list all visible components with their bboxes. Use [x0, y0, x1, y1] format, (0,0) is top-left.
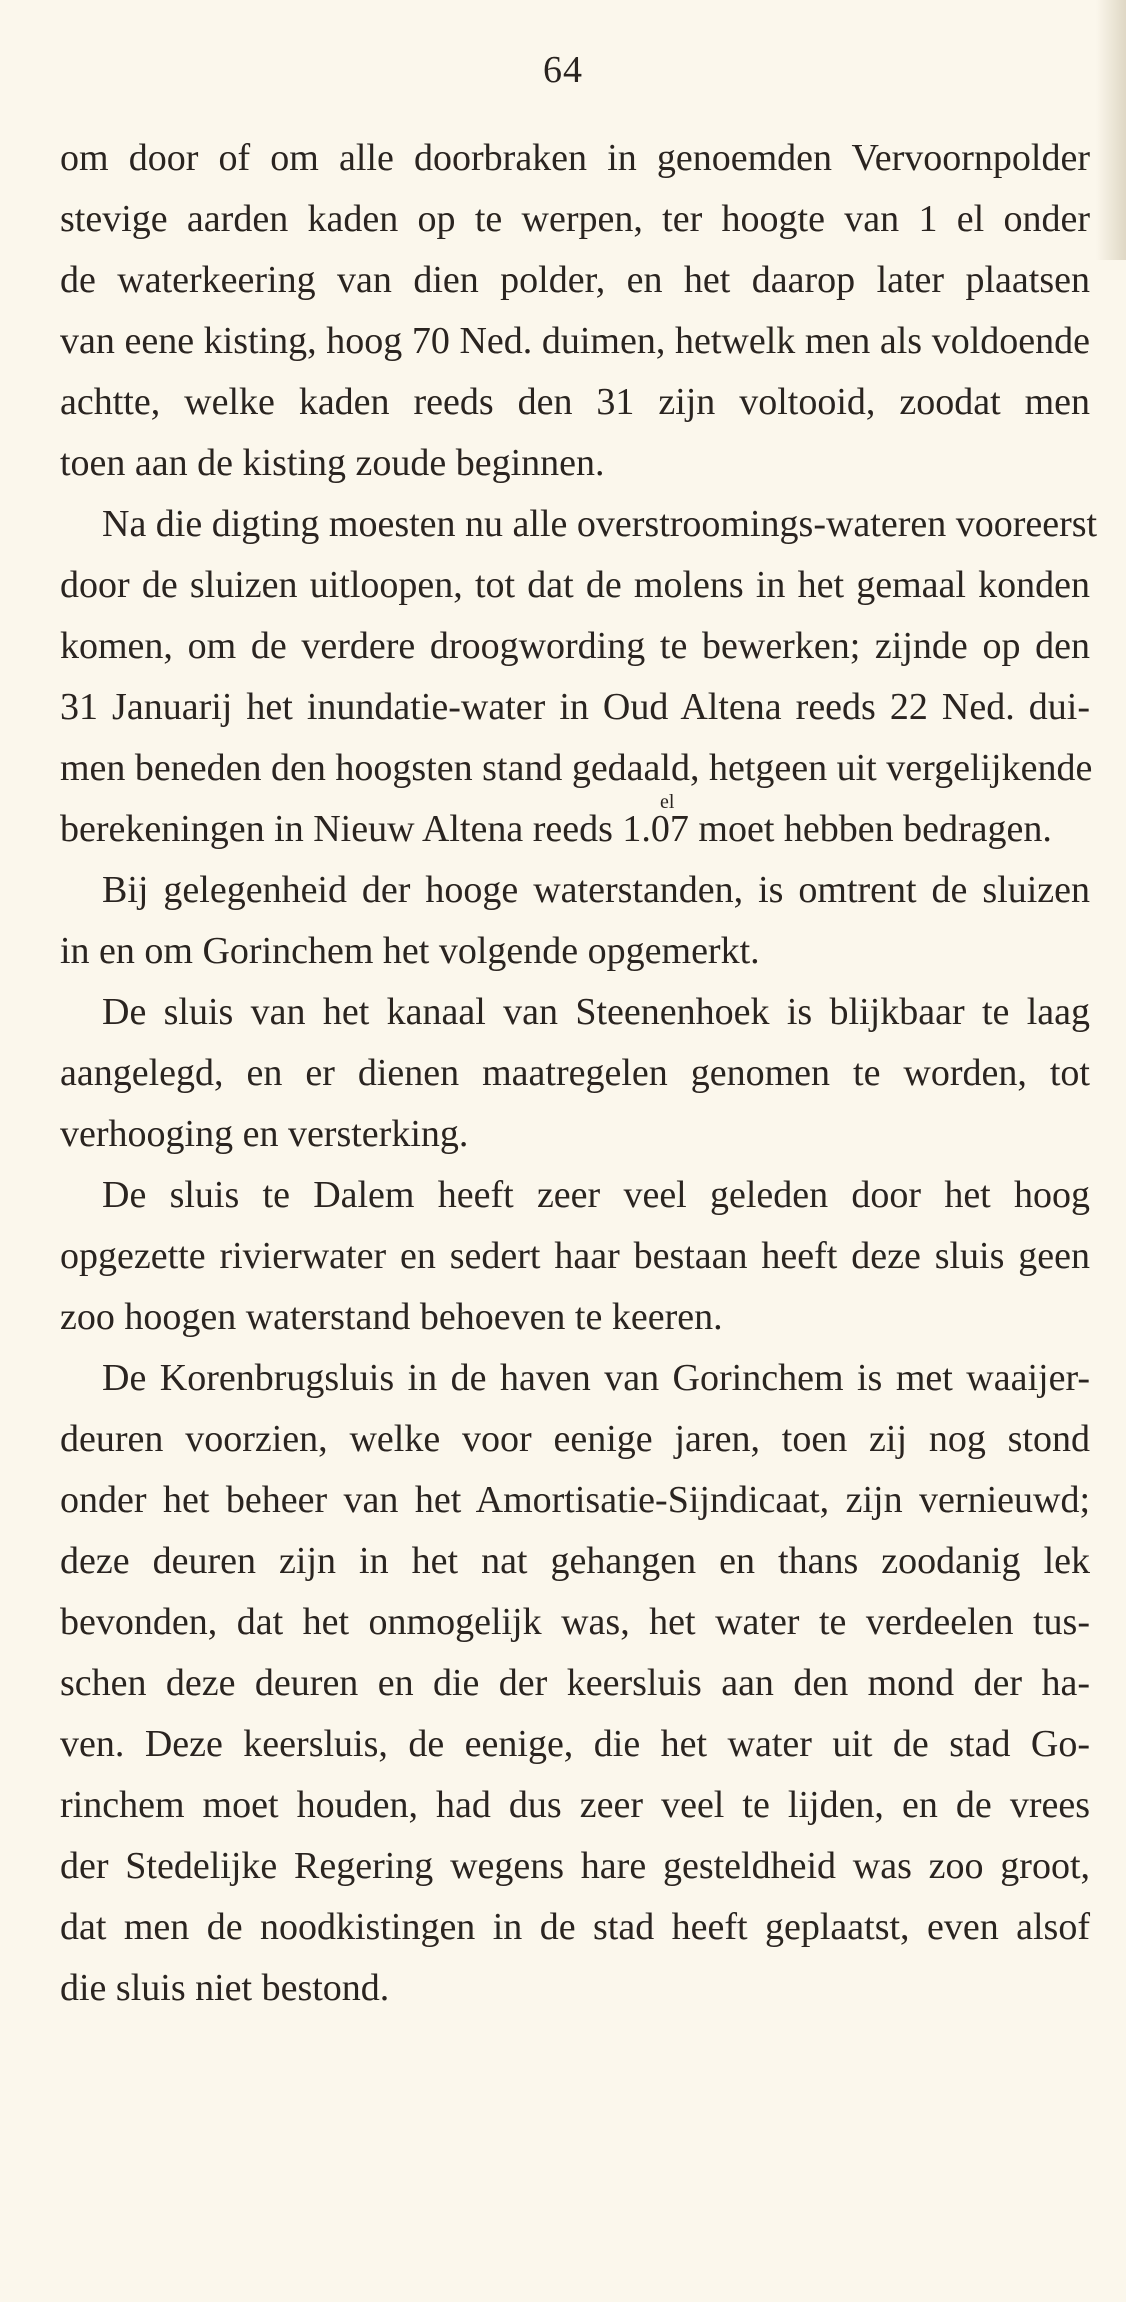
text-line: rinchem moet houden, had dus zeer veel te lijden, en de vrees: [60, 1784, 1090, 1826]
text-line: zoo hoogen waterstand behoeven te keeren.: [60, 1296, 723, 1338]
text-line: deze deuren zijn in het nat gehangen en thans zoodanig lek: [60, 1540, 1090, 1582]
text-line: De Korenbrugsluis in de haven van Gorinchem is met waaijer-: [102, 1357, 1090, 1399]
text-line: 31 Januarij het inundatie-water in Oud Altena reeds 22 Ned. dui-: [60, 686, 1090, 728]
text-line: opgezette rivierwater en sedert haar bestaan heeft deze sluis geen: [60, 1235, 1090, 1277]
text-line: die sluis niet bestond.: [60, 1967, 390, 2009]
body-text: [60, 128, 1098, 2019]
text-line: Bij gelegenheid der hooge waterstanden, is omtrent de sluizen: [102, 869, 1090, 911]
text-line: om door of om alle doorbraken in genoemden Vervoornpolder: [60, 137, 1090, 179]
text-line: in en om Gorinchem het volgende opgemerkt.: [60, 930, 760, 972]
text-line: berekeningen in Nieuw Altena reeds 1.07 moet hebben bedragen.: [60, 808, 1052, 850]
text-line: komen, om de verdere droogwording te bewerken; zijnde op den: [60, 625, 1090, 667]
text-line: deuren voorzien, welke voor eenige jaren, toen zij nog stond: [60, 1418, 1090, 1460]
text-line: verhooging en versterking.: [60, 1113, 469, 1155]
text-line: dat men de noodkistingen in de stad heeft geplaatst, even alsof: [60, 1906, 1090, 1948]
text-line: De sluis van het kanaal van Steenenhoek is blijkbaar te laag: [102, 991, 1090, 1033]
text-line: schen deze deuren en die der keersluis aan den mond der ha-: [60, 1662, 1090, 1704]
page-edge-shadow: [1096, 0, 1126, 260]
text-line: aangelegd, en er dienen maatregelen genomen te worden, tot: [60, 1052, 1090, 1094]
text-line: der Stedelijke Regering wegens hare gesteldheid was zoo groot,: [60, 1845, 1090, 1887]
text-line: de waterkeering van dien polder, en het daarop later plaatsen: [60, 259, 1090, 301]
text-line: stevige aarden kaden op te werpen, ter hoogte van 1 el onder: [60, 198, 1090, 240]
text-line: De sluis te Dalem heeft zeer veel geleden door het hoog: [102, 1174, 1090, 1216]
text-line: bevonden, dat het onmogelijk was, het water te verdeelen tus-: [60, 1601, 1090, 1643]
text-line: achtte, welke kaden reeds den 31 zijn voltooid, zoodat men: [60, 381, 1090, 423]
text-line: Na die digting moesten nu alle overstroomings-wateren vooreerst: [102, 503, 1098, 545]
unit-superscript: el: [660, 791, 675, 813]
text-line: door de sluizen uitloopen, tot dat de molens in het gemaal konden: [60, 564, 1090, 606]
superscript-row: [60, 791, 1090, 821]
text-line: ven. Deze keersluis, de eenige, die het water uit de stad Go-: [60, 1723, 1090, 1765]
page-number: 64: [543, 49, 583, 91]
text-line: toen aan de kisting zoude beginnen.: [60, 442, 605, 484]
text-line: van eene kisting, hoog 70 Ned. duimen, hetwelk men als voldoende: [60, 320, 1090, 362]
text-line: onder het beheer van het Amortisatie-Sijndicaat, zijn vernieuwd;: [60, 1479, 1090, 1521]
text-line: men beneden den hoogsten stand gedaald, hetgeen uit vergelijkende: [60, 747, 1093, 789]
